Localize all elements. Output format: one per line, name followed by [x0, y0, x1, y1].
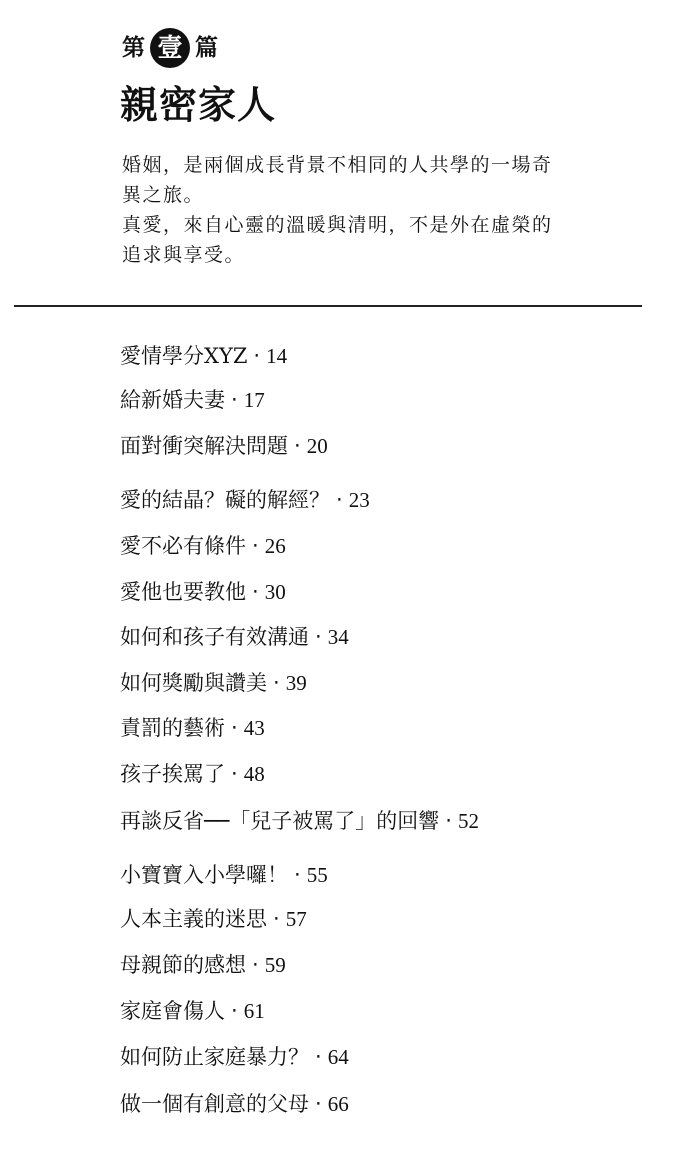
toc-entry [120, 1041, 349, 1073]
toc-title: 做一個有創意的父母 [120, 1092, 309, 1116]
toc-page-number: 66 [327, 1092, 349, 1116]
toc-separator: ‧ [231, 716, 238, 740]
toc-entry [120, 859, 328, 891]
toc-title: 愛不必有條件 [120, 534, 246, 558]
toc-entry [120, 758, 265, 790]
toc-title: 如何和孩子有效溝通 [120, 625, 309, 649]
toc-separator: ‧ [294, 434, 301, 458]
toc-entry [120, 576, 286, 608]
toc-separator: ‧ [253, 344, 261, 368]
toc-separator: ‧ [231, 388, 238, 412]
toc-page-number: 61 [243, 999, 265, 1023]
toc-title: 愛情學分XYZ [120, 344, 248, 368]
intro-paragraph: 真愛，來自心靈的溫暖與清明，不是外在虛榮的追求與享受。 [122, 214, 553, 266]
toc-entry [120, 384, 265, 416]
part-title: 親密家人 [120, 82, 277, 127]
toc-entry [120, 530, 286, 562]
toc-separator: ‧ [231, 762, 238, 786]
toc-page-number: 52 [457, 809, 479, 833]
toc-page-number: 43 [243, 716, 265, 740]
part-suffix: 篇 [195, 34, 218, 61]
toc-entry [120, 430, 328, 462]
toc-page-number: 48 [243, 762, 265, 786]
toc-title: 人本主義的迷思 [120, 907, 267, 931]
toc-page-number: 57 [285, 907, 307, 931]
toc-entry [120, 805, 479, 837]
toc-entry [120, 903, 307, 935]
toc-separator: ‧ [336, 488, 343, 512]
toc-entry [120, 1088, 349, 1120]
table-of-contents [120, 0, 680, 1157]
toc-title: 面對衝突解決問題 [120, 434, 288, 458]
toc-page-number: 64 [327, 1045, 349, 1069]
toc-title: 如何防止家庭暴力？ [120, 1045, 309, 1069]
toc-title: 小寶寶入小學囉！ [120, 863, 288, 887]
toc-title: 孩子挨罵了 [120, 762, 225, 786]
toc-separator: ‧ [315, 1092, 322, 1116]
toc-separator: ‧ [445, 809, 452, 833]
toc-page-number: 59 [264, 953, 286, 977]
toc-title: 再談反省──「兒子被罵了」的回響 [120, 809, 440, 833]
toc-entry [120, 340, 287, 372]
toc-title: 家庭會傷人 [120, 999, 225, 1023]
toc-title: 如何獎勵與讚美 [120, 671, 267, 695]
toc-entry [120, 995, 265, 1027]
toc-entry [120, 667, 307, 699]
toc-separator: ‧ [273, 671, 280, 695]
toc-separator: ‧ [231, 999, 238, 1023]
toc-title: 給新婚夫妻 [120, 388, 225, 412]
toc-page-number: 17 [243, 388, 265, 412]
toc-separator: ‧ [273, 907, 280, 931]
toc-page-number: 23 [348, 488, 370, 512]
toc-page-number: 26 [264, 534, 286, 558]
toc-separator: ‧ [315, 1045, 322, 1069]
part-prefix: 第 [122, 34, 145, 61]
intro-paragraph: 婚姻，是兩個成長背景不相同的人共學的一場奇異之旅。 [122, 154, 553, 206]
toc-title: 母親節的感想 [120, 953, 246, 977]
part-numeral-badge: 壹 [150, 28, 190, 68]
toc-entry [120, 949, 286, 981]
toc-page-number: 39 [285, 671, 307, 695]
toc-separator: ‧ [294, 863, 301, 887]
toc-page-number: 55 [306, 863, 328, 887]
toc-entry [120, 621, 349, 653]
toc-separator: ‧ [315, 625, 322, 649]
toc-entry [120, 712, 265, 744]
toc-separator: ‧ [252, 580, 259, 604]
toc-title: 愛的結晶？礙的解經？ [120, 488, 330, 512]
toc-title: 責罰的藝術 [120, 716, 225, 740]
toc-page-number: 20 [306, 434, 328, 458]
toc-page-number: 34 [327, 625, 349, 649]
toc-title: 愛他也要教他 [120, 580, 246, 604]
toc-page-number: 30 [264, 580, 286, 604]
toc-separator: ‧ [252, 953, 259, 977]
toc-entry [120, 484, 370, 516]
toc-page-number: 14 [266, 344, 288, 368]
toc-separator: ‧ [252, 534, 259, 558]
